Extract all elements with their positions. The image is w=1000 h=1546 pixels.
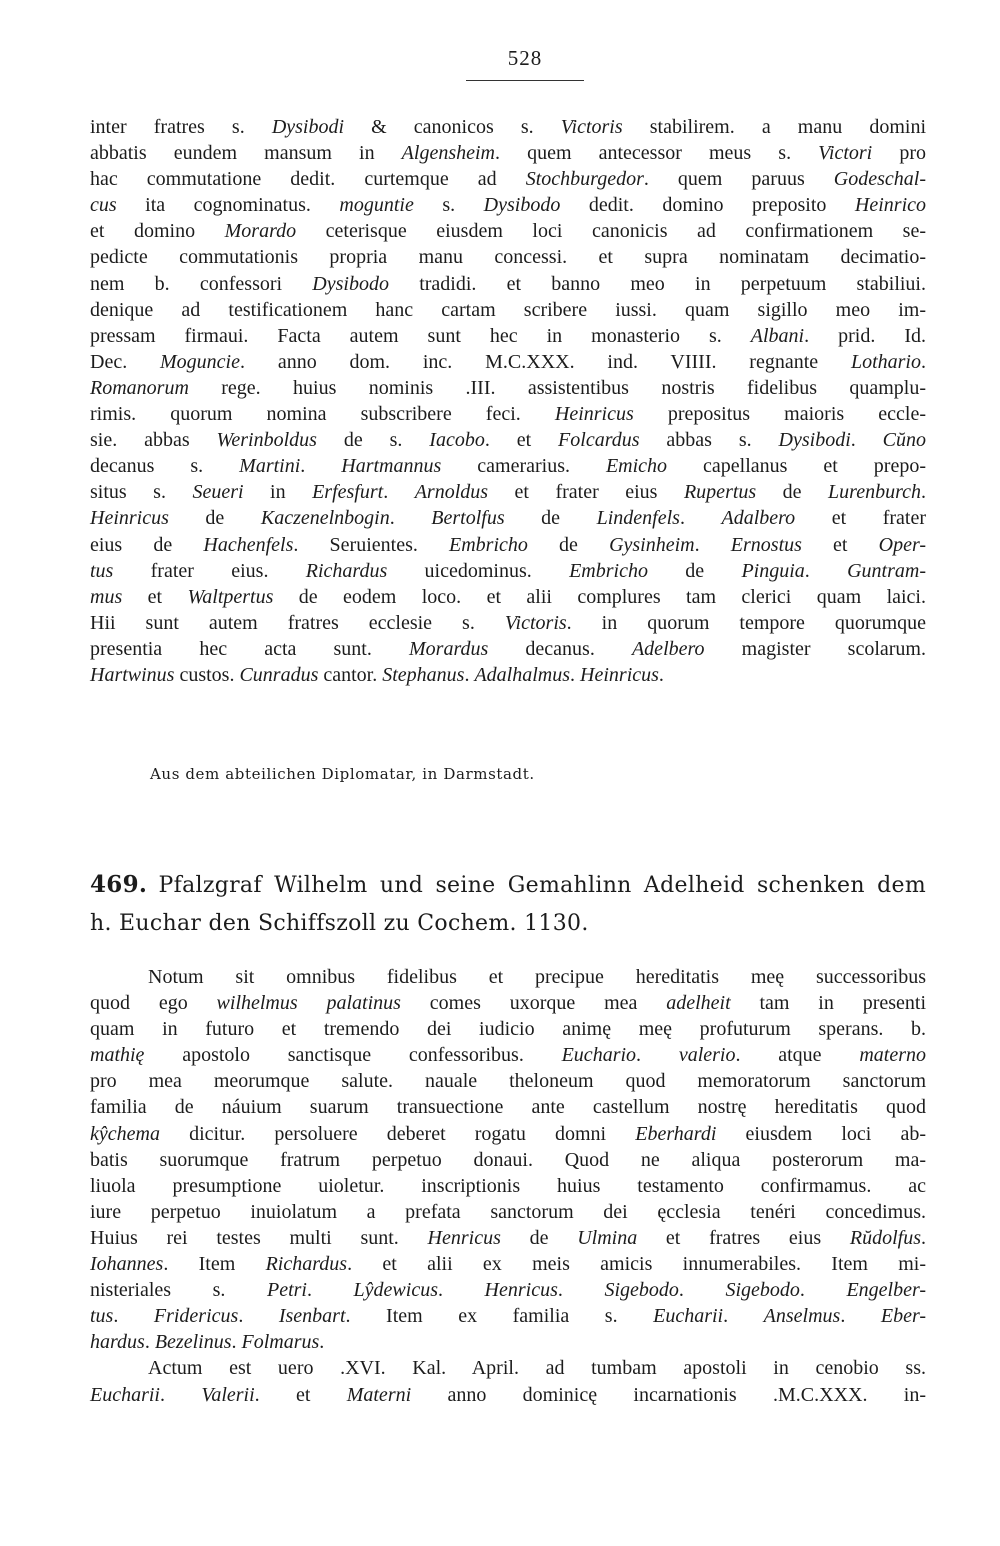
document-title-line-2: h. Euchar den Schiffszoll zu Cochem. 1130.	[90, 911, 589, 936]
text-line: liuola presumptione uioletur. inscriptionis huius testamento confirmamus. ac	[90, 1174, 926, 1197]
text-line: hardus. Bezelinus. Folmarus.	[90, 1331, 325, 1354]
text-line: mathię apostolo sanctisque confessoribus. Euchario. valerio. atque materno	[90, 1044, 926, 1067]
text-line: et domino Morardo ceterisque eiusdem loci canonicis ad confirmationem se-	[90, 220, 927, 243]
text-line: quod ego wilhelmus palatinus comes uxorque mea adelheit tam in presenti	[90, 992, 926, 1015]
charter-text-469	[90, 964, 926, 1408]
document-number: 469.	[90, 871, 148, 898]
text-line: batis suorumque fratrum perpetuo donaui. Quod ne aliqua posterorum ma-	[90, 1148, 926, 1171]
text-line: Actum est uero .XVI. Kal. April. ad tumbam apostoli in cenobio ss.	[148, 1357, 926, 1380]
document-heading-line-1	[90, 866, 926, 904]
text-line: eius de Hachenfels. Seruientes. Embricho de Gysinheim. Ernostus et Oper-	[90, 533, 927, 556]
text-line: Hii sunt autem fratres ecclesie s. Victoris. in quorum tempore quorumque	[90, 611, 926, 634]
text-line: decanus s. Martini. Hartmannus camerarius. Emicho capellanus et prepo-	[90, 455, 926, 478]
text-line: kŷchema dicitur. persoluere deberet rogatu domni Eberhardi eiusdem loci ab-	[90, 1122, 926, 1145]
text-line: mus et Waltpertus de eodem loco. et alii complures tam clerici quam laici.	[90, 585, 926, 608]
text-line: tus frater eius. Richardus uicedominus. Embricho de Pinguia. Guntram-	[90, 559, 926, 582]
text-line: presentia hec acta sunt. Morardus decanus. Adelbero magister scolarum.	[90, 637, 926, 660]
text-line: Notum sit omnibus fidelibus et precipue hereditatis meę successoribus	[148, 966, 926, 988]
text-line: familia de náuium suarum transuectione ante castellum nostrę hereditatis quod	[90, 1096, 926, 1119]
page-number-rule	[466, 80, 584, 81]
charter-text-continuation	[90, 114, 926, 688]
text-line: abbatis eundem mansum in Algensheim. quem antecessor meus s. Victori pro	[90, 142, 926, 165]
text-line: iure perpetuo inuiolatum a prefata sanctorum dei ęcclesia tenéri concedimus.	[90, 1200, 926, 1223]
text-line: cus ita cognominatus. moguntie s. Dysibodo dedit. domino preposito Heinrico	[90, 194, 926, 217]
document-heading	[90, 866, 926, 942]
text-line: nisteriales s. Petri. Lŷdewicus. Henricus. Sigebodo. Sigebodo. Engelber-	[90, 1279, 927, 1302]
text-line: pro mea meorumque salute. nauale theloneum quod memoratorum sanctorum	[90, 1070, 926, 1093]
text-line: Heinricus de Kaczenelnbogin. Bertolfus de Lindenfels. Adalbero et frater	[90, 507, 926, 530]
text-line: Iohannes. Item Richardus. et alii ex meis amicis innumerabiles. Item mi-	[90, 1253, 926, 1276]
document-heading-line-2	[90, 904, 926, 942]
text-line: pedicte commutationis propria manu concessi. et supra nominatam decimatio-	[90, 246, 926, 269]
text-line: quam in futuro et tremendo dei iudicio animę meę profuturum sperans. b.	[90, 1018, 926, 1041]
source-note: Aus dem abteilichen Diplomatar, in Darmstadt.	[150, 765, 535, 783]
text-line: situs s. Seueri in Erfesfurt. Arnoldus et frater eius Rupertus de Lurenburch.	[90, 481, 927, 504]
document-title-line-1: Pfalzgraf Wilhelm und seine Gemahlinn Adelheid schenken dem	[158, 873, 926, 898]
page-number: 528	[507, 46, 543, 70]
text-line: Dec. Moguncie. anno dom. inc. M.C.XXX. ind. VIIII. regnante Lothario.	[90, 350, 926, 373]
text-line: denique ad testificationem hanc cartam scribere iussi. quam sigillo meo im-	[90, 298, 926, 321]
text-line: sie. abbas Werinboldus de s. Iacobo. et Folcardus abbas s. Dysibodi. Cŭno	[90, 429, 926, 452]
text-line: Eucharii. Valerii. et Materni anno dominicę incarnationis .M.C.XXX. in-	[90, 1383, 926, 1406]
text-line: pressam firmaui. Facta autem sunt hec in monasterio s. Albani. prid. Id.	[90, 324, 926, 347]
text-line: inter fratres s. Dysibodi & canonicos s. Victoris stabilirem. a manu domini	[90, 116, 927, 138]
text-line: nem b. confessori Dysibodo tradidi. et banno meo in perpetuum stabiliui.	[90, 272, 926, 295]
text-line: Huius rei testes multi sunt. Henricus de Ulmina et fratres eius Rŭdolfus.	[90, 1226, 926, 1249]
text-line: tus. Fridericus. Isenbart. Item ex familia s. Eucharii. Anselmus. Eber-	[90, 1305, 926, 1328]
text-line: Romanorum rege. huius nominis .III. assistentibus nostris fidelibus quamplu-	[90, 376, 926, 399]
text-line: Hartwinus custos. Cunradus cantor. Stephanus. Adalhalmus. Heinricus.	[90, 663, 664, 686]
text-line: hac commutatione dedit. curtemque ad Stochburgedor. quem paruus Godeschal-	[90, 168, 926, 191]
text-line: rimis. quorum nomina subscribere feci. Heinricus prepositus maioris eccle-	[90, 403, 926, 426]
